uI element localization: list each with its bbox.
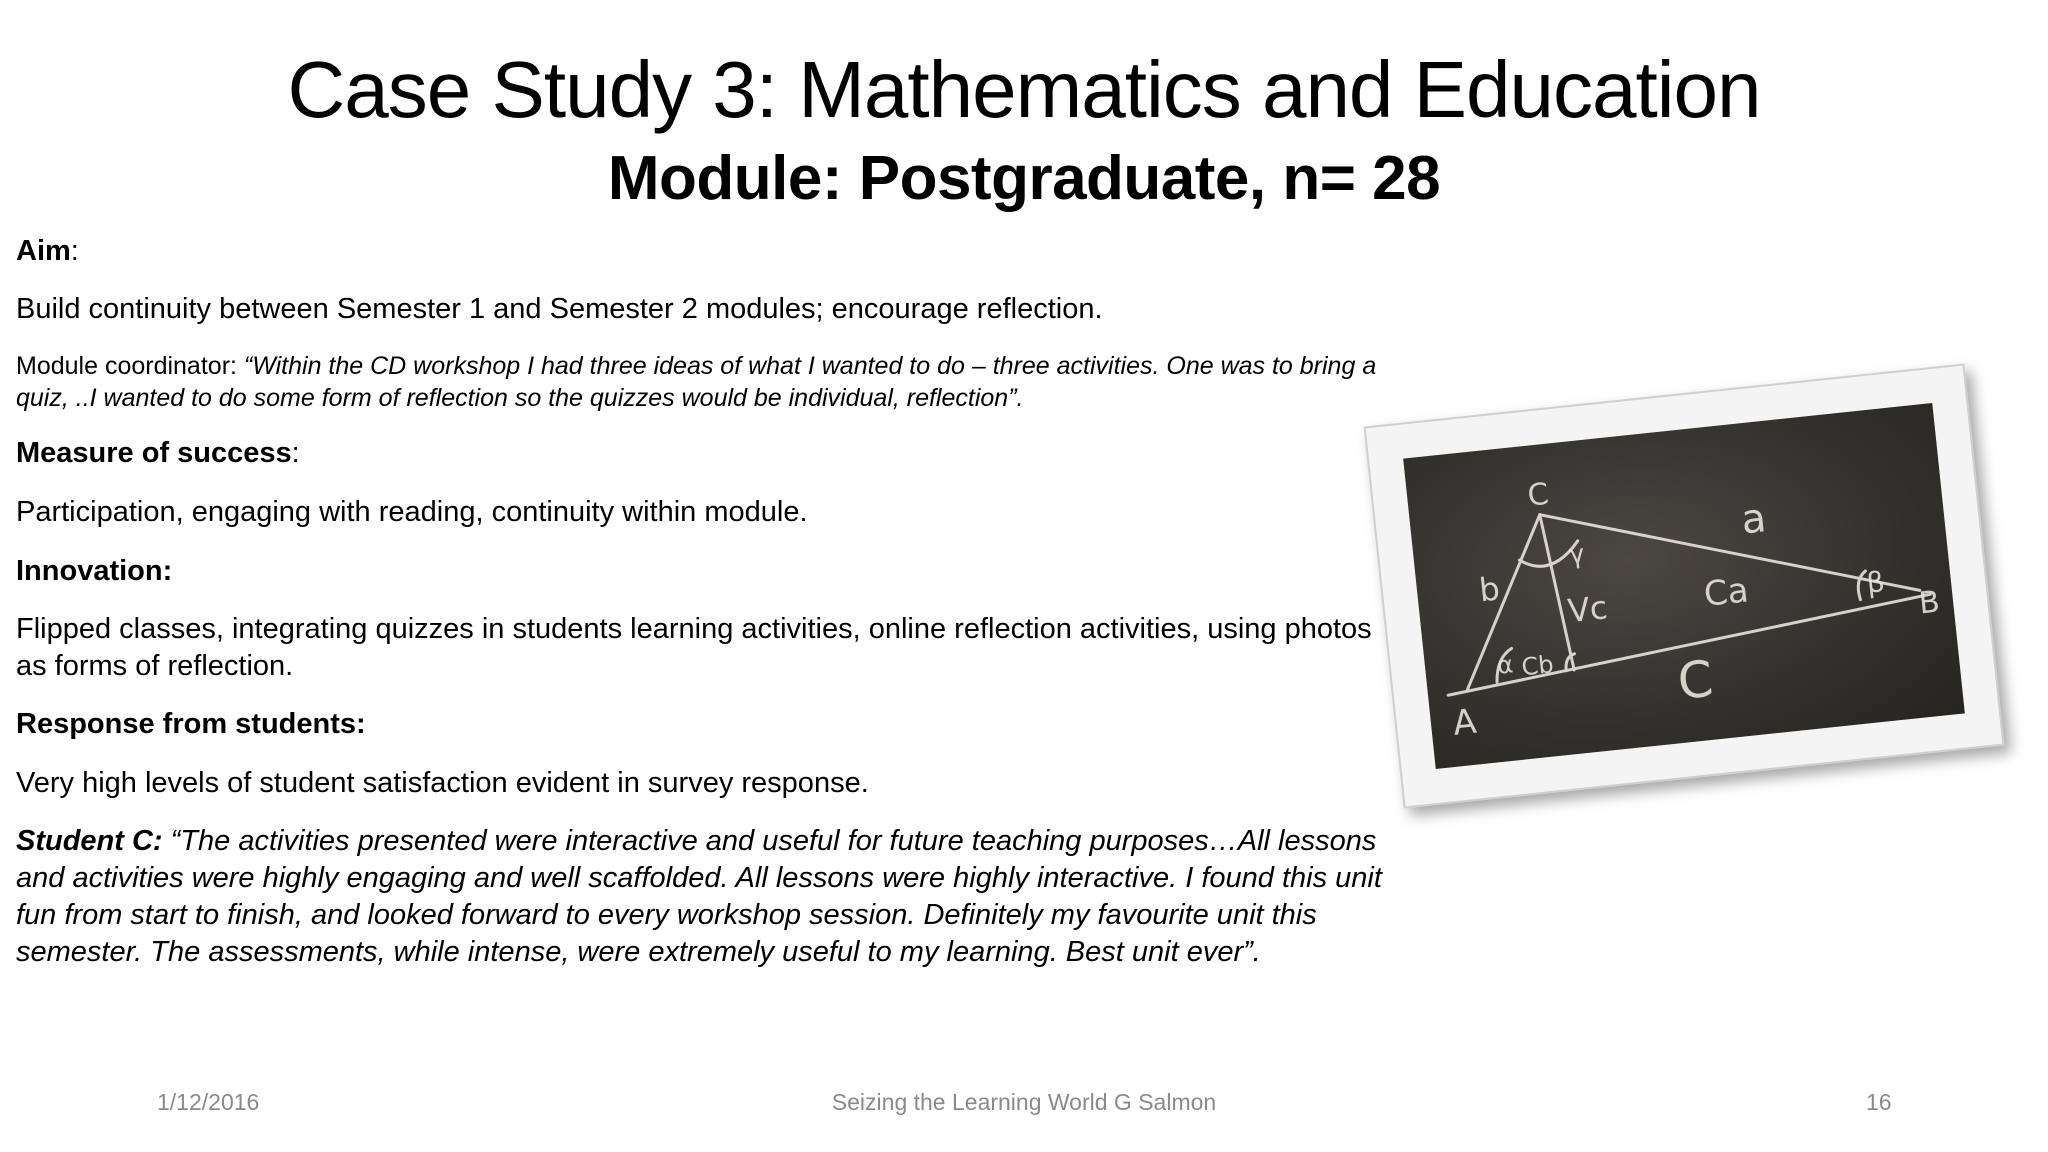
chalk-label-a-vertex: A <box>1451 701 1479 744</box>
aim-text: Build continuity between Semester 1 and Semester 2 modules; encourage reflection. <box>16 293 1103 325</box>
triangle-drawing <box>1403 403 1965 769</box>
chalk-label-ca: Ca <box>1701 570 1751 615</box>
student-quote: “The activities presented were interactive and useful for future teaching purposes…All lessons and activities were highly engaging and well scaffolded. All lessons were highly interactive. I found this unit fun from start to finish, and looked forward to every workshop session. Definitely my favourite unit this semester. The assessments, while intense, were extremely useful to my learning. Best unit ever”. <box>16 825 1382 968</box>
coordinator-paragraph <box>16 350 1386 414</box>
aim-heading-line <box>16 233 1416 270</box>
aim-colon: : <box>70 235 79 267</box>
chalkboard-image <box>1403 403 1965 769</box>
measure-text: Participation, engaging with reading, continuity within module. <box>16 496 808 528</box>
innovation-heading: Innovation: <box>16 555 173 587</box>
chalk-label-c-top: C <box>1525 476 1551 514</box>
chalk-label-vc: Vc <box>1566 588 1610 631</box>
footer-page-number: 16 <box>1866 1089 1892 1115</box>
measure-heading: Measure of success <box>16 437 292 469</box>
student-quote-paragraph <box>16 823 1411 971</box>
measure-heading-line <box>16 435 1416 472</box>
chalk-label-beta: β <box>1865 565 1887 600</box>
student-label: Student C: <box>16 825 163 857</box>
measure-colon: : <box>291 437 300 469</box>
chalk-label-gamma: γ <box>1567 539 1587 571</box>
slide-subtitle: Module: Postgraduate, n= 28 <box>607 144 1441 213</box>
chalk-label-b-side: b <box>1477 569 1502 610</box>
footer-center-text: Seizing the Learning World G Salmon <box>831 1089 1217 1115</box>
chalk-label-cb: Cb <box>1520 650 1555 682</box>
chalkboard-photo <box>1364 363 2005 808</box>
response-text: Very high levels of student satisfaction evident in survey response. <box>16 767 869 799</box>
chalk-label-alpha: α <box>1495 650 1515 680</box>
aim-heading: Aim <box>16 235 71 267</box>
chalk-label-a-side: a <box>1739 495 1769 544</box>
footer-date: 1/12/2016 <box>157 1089 260 1115</box>
coordinator-label: Module coordinator: <box>16 352 244 380</box>
slide-title: Case Study 3: Mathematics and Education <box>287 45 1761 134</box>
chalk-label-c-base: C <box>1674 649 1716 711</box>
innovation-text: Flipped classes, integrating quizzes in students learning activities, online reflection activities, using photos as forms of reflection. <box>16 613 1372 682</box>
chalk-label-b-vertex: B <box>1917 584 1942 622</box>
coordinator-quote: “Within the CD workshop I had three ideas of what I wanted to do – three activities. One was to bring a quiz, ..I wanted to do some form of reflection so the quizzes would be individual, reflection”. <box>16 352 1377 412</box>
response-heading: Response from students: <box>16 708 366 740</box>
